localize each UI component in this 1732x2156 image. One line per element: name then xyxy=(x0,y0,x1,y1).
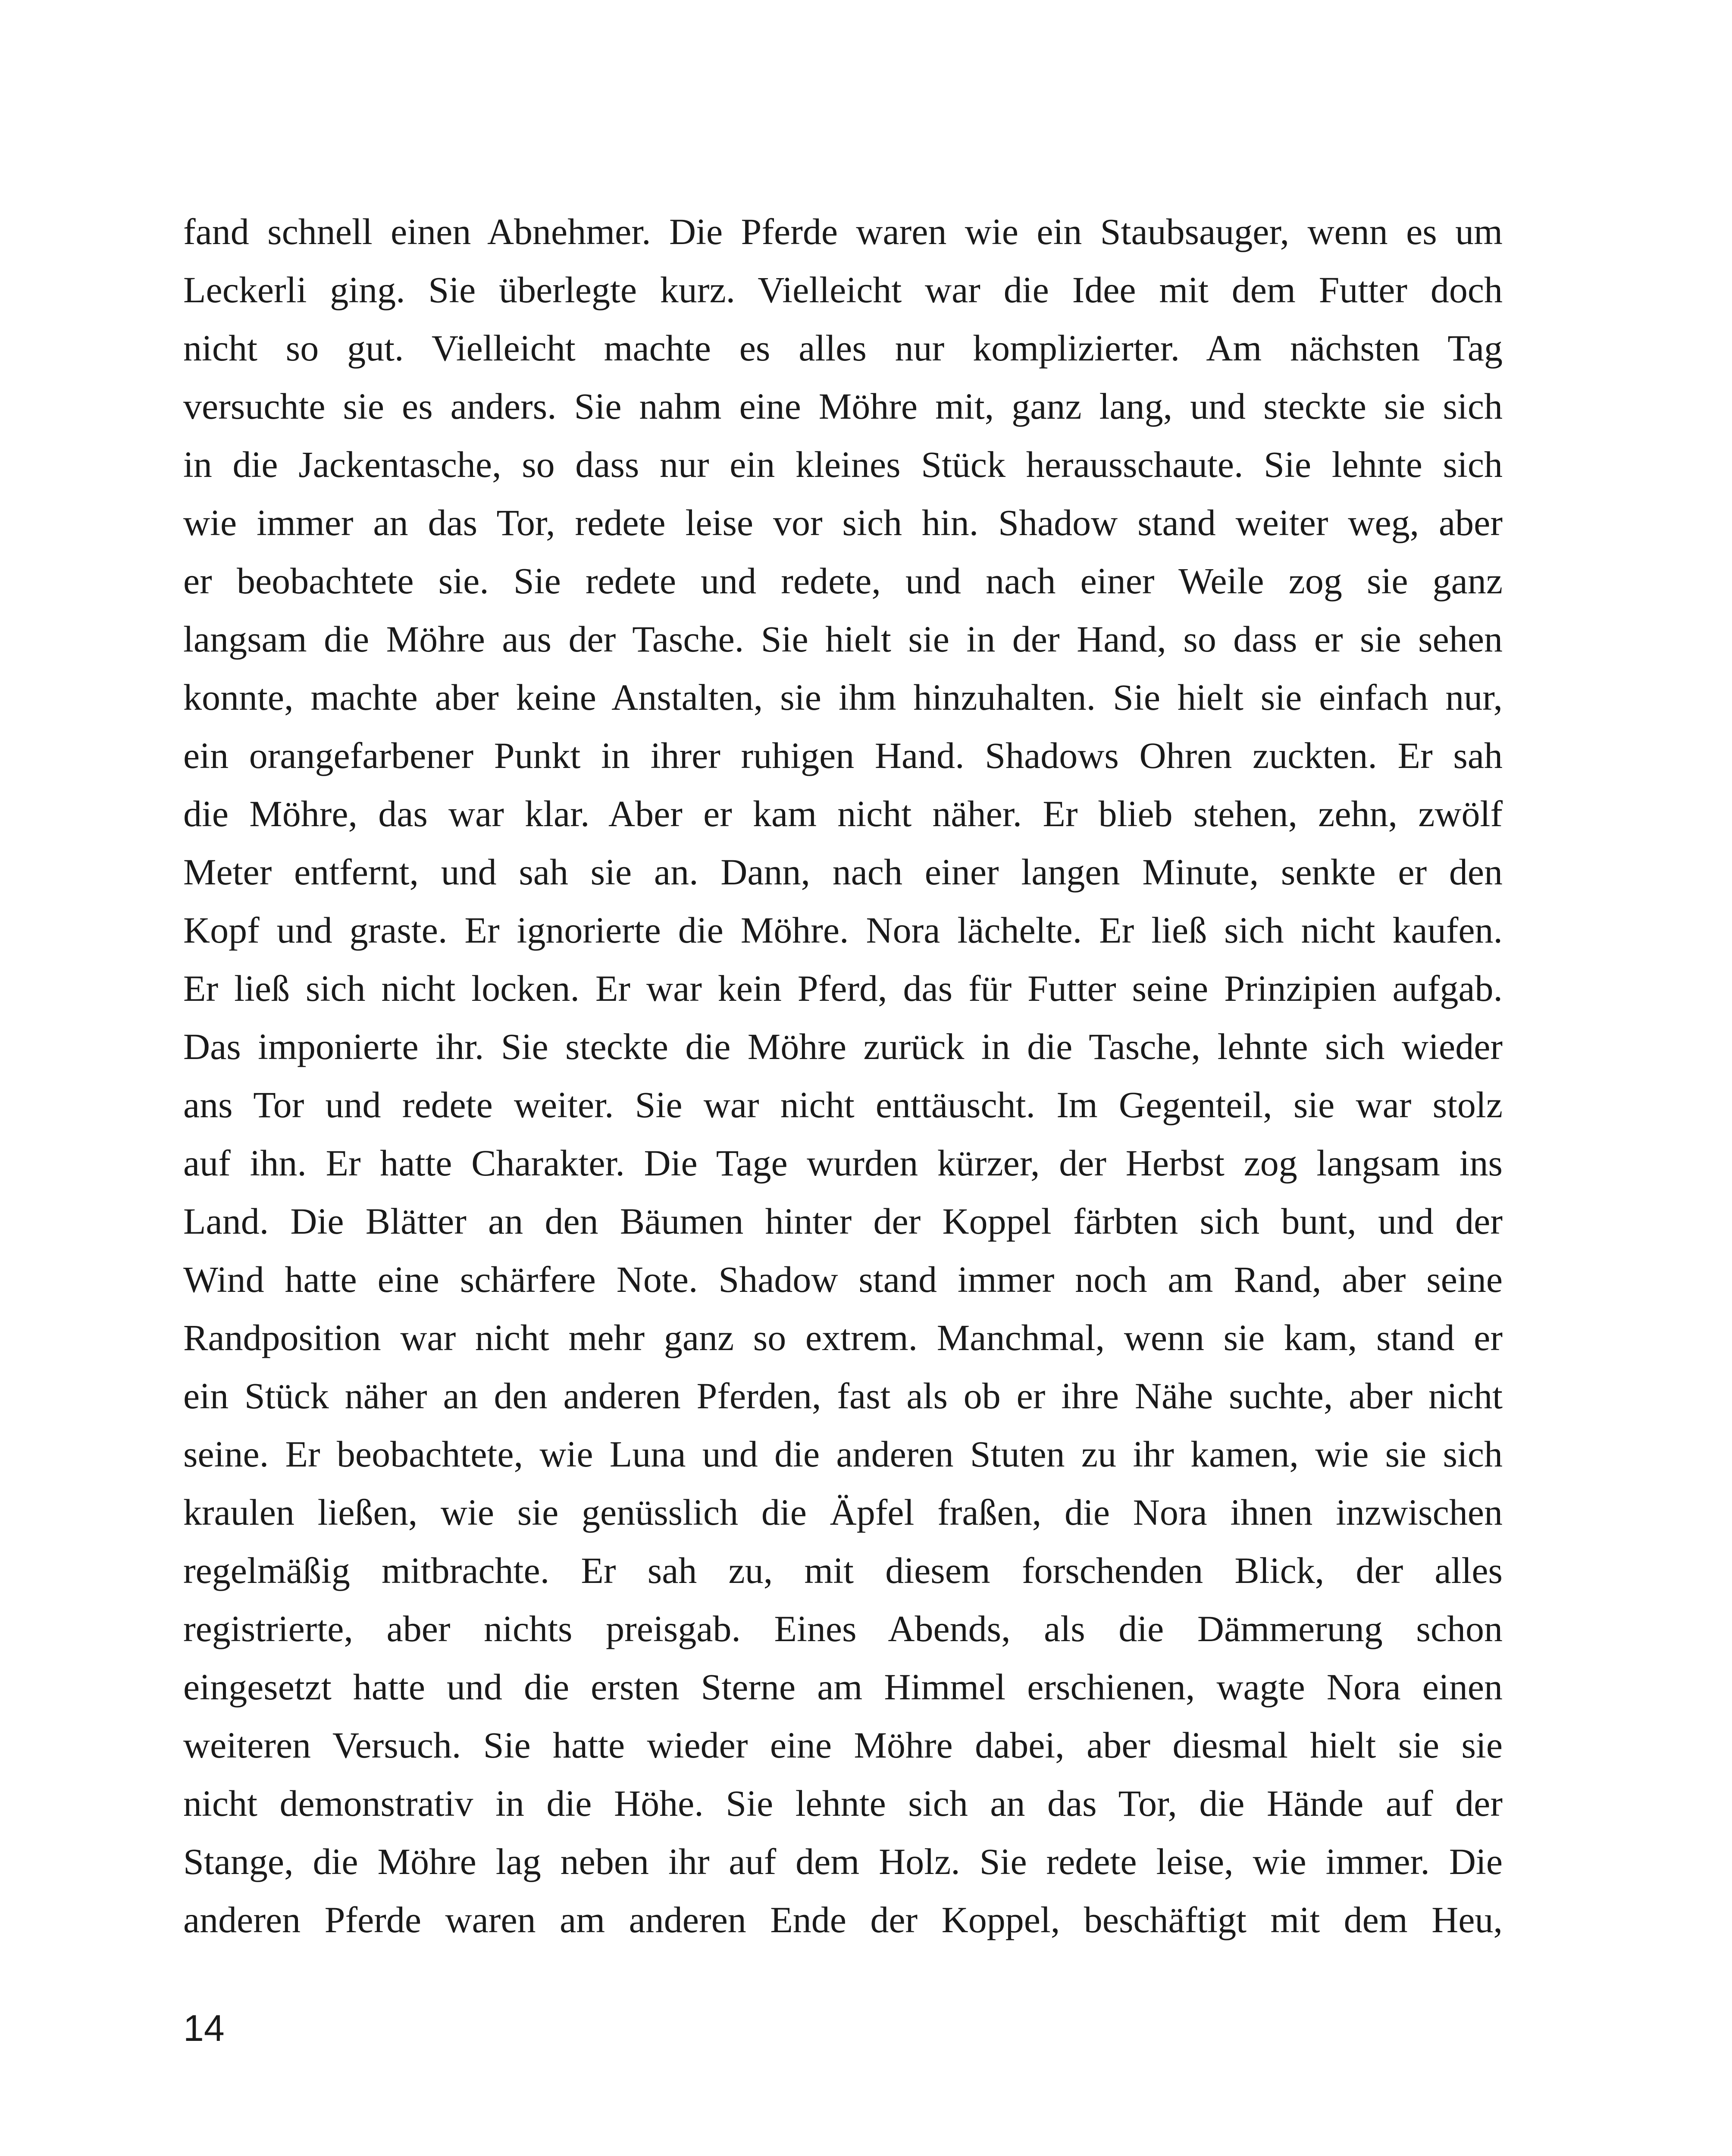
text-line: Wind hatte eine schärfere Note. Shadow stand immer noch am Rand, aber seine xyxy=(183,1259,1503,1300)
text-line: fand schnell einen Abnehmer. Die Pferde waren wie ein Staubsauger, wenn es um xyxy=(183,211,1503,252)
text-line: wie immer an das Tor, redete leise vor sich hin. Shadow stand weiter weg, aber xyxy=(183,502,1503,543)
text-line: Leckerli ging. Sie überlegte kurz. Vielleicht war die Idee mit dem Futter doch xyxy=(183,269,1503,310)
text-line: registrierte, aber nichts preisgab. Eines Abends, als die Dämmerung schon xyxy=(183,1608,1503,1649)
text-line: regelmäßig mitbrachte. Er sah zu, mit diesem forschenden Blick, der alles xyxy=(183,1550,1503,1591)
text-line: Stange, die Möhre lag neben ihr auf dem Holz. Sie redete leise, wie immer. Die xyxy=(183,1841,1503,1882)
text-line: Meter entfernt, und sah sie an. Dann, nach einer langen Minute, senkte er den xyxy=(183,851,1503,893)
text-line: eingesetzt hatte und die ersten Sterne am Himmel erschienen, wagte Nora einen xyxy=(183,1666,1503,1708)
text-line: nicht demonstrativ in die Höhe. Sie lehnte sich an das Tor, die Hände auf der xyxy=(183,1783,1503,1824)
text-line: Kopf und graste. Er ignorierte die Möhre. Nora lächelte. Er ließ sich nicht kaufen. xyxy=(183,909,1503,951)
text-line: versuchte sie es anders. Sie nahm eine Möhre mit, ganz lang, und steckte sie sich xyxy=(183,385,1503,427)
text-line: seine. Er beobachtete, wie Luna und die anderen Stuten zu ihr kamen, wie sie sich xyxy=(183,1433,1503,1475)
text-line: ein Stück näher an den anderen Pferden, fast als ob er ihre Nähe suchte, aber nicht xyxy=(183,1375,1503,1416)
text-line: Land. Die Blätter an den Bäumen hinter der Koppel färbten sich bunt, und der xyxy=(183,1200,1503,1242)
text-line: ein orangefarbener Punkt in ihrer ruhigen Hand. Shadows Ohren zuckten. Er sah xyxy=(183,735,1503,776)
text-line: kraulen ließen, wie sie genüsslich die Äpfel fraßen, die Nora ihnen inzwischen xyxy=(183,1492,1503,1533)
text-line: konnte, machte aber keine Anstalten, sie ihm hinzuhalten. Sie hielt sie einfach nur, xyxy=(183,677,1503,718)
text-line: die Möhre, das war klar. Aber er kam nicht näher. Er blieb stehen, zehn, zwölf xyxy=(183,793,1503,834)
text-line: er beobachtete sie. Sie redete und redete, und nach einer Weile zog sie ganz xyxy=(183,560,1503,602)
text-line: nicht so gut. Vielleicht machte es alles nur komplizierter. Am nächsten Tag xyxy=(183,327,1503,369)
body-text xyxy=(183,203,1503,1949)
text-line: langsam die Möhre aus der Tasche. Sie hielt sie in der Hand, so dass er sie sehen xyxy=(183,618,1503,660)
text-line: ans Tor und redete weiter. Sie war nicht enttäuscht. Im Gegenteil, sie war stolz xyxy=(183,1084,1503,1125)
text-line: Er ließ sich nicht locken. Er war kein Pferd, das für Futter seine Prinzipien aufgab. xyxy=(183,968,1503,1009)
text-line: anderen Pferde waren am anderen Ende der Koppel, beschäftigt mit dem Heu, xyxy=(183,1899,1503,1940)
page-number: 14 xyxy=(183,2008,225,2049)
text-line: weiteren Versuch. Sie hatte wieder eine Möhre dabei, aber diesmal hielt sie sie xyxy=(183,1724,1503,1766)
text-line: in die Jackentasche, so dass nur ein kleines Stück herausschaute. Sie lehnte sich xyxy=(183,444,1503,485)
text-line: Randposition war nicht mehr ganz so extrem. Manchmal, wenn sie kam, stand er xyxy=(183,1317,1503,1358)
text-line: Das imponierte ihr. Sie steckte die Möhre zurück in die Tasche, lehnte sich wieder xyxy=(183,1026,1503,1067)
text-line: auf ihn. Er hatte Charakter. Die Tage wurden kürzer, der Herbst zog langsam ins xyxy=(183,1142,1503,1184)
